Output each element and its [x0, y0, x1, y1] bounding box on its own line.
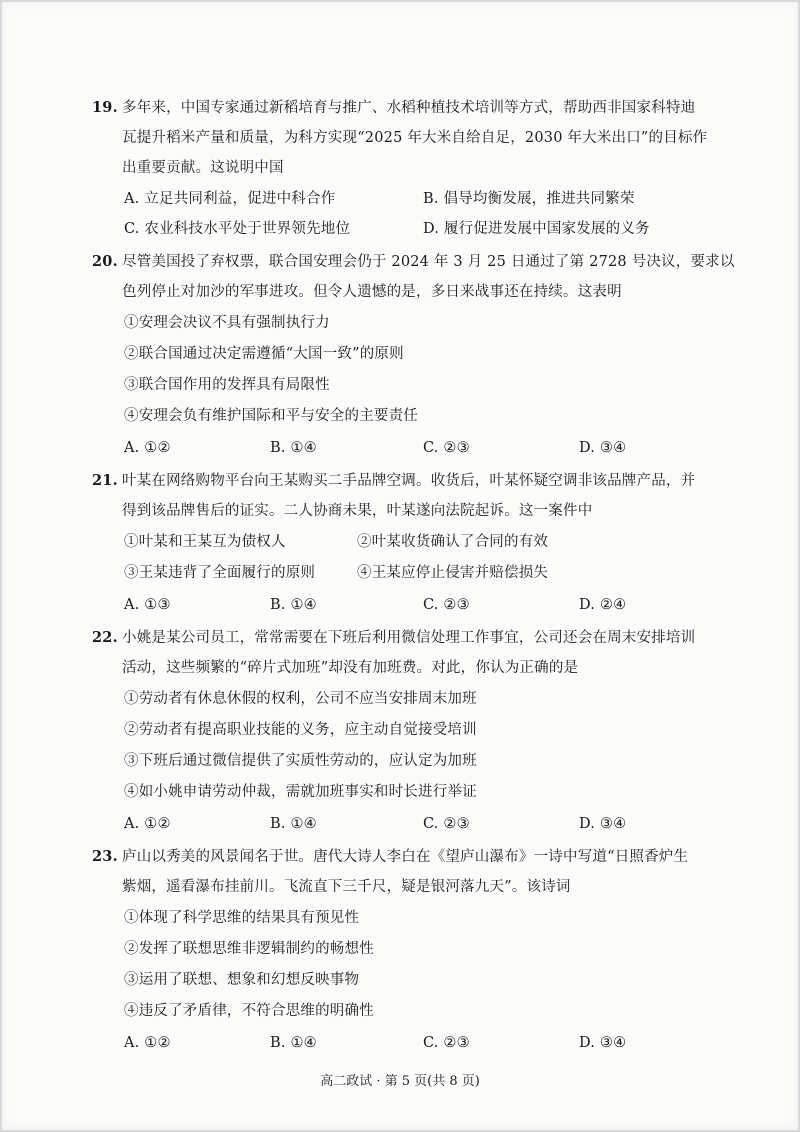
statement: ①体现了科学思维的结果具有预见性: [124, 910, 360, 926]
option-b: B. ①④: [270, 1035, 317, 1051]
option-a: A. ①②: [124, 1035, 171, 1051]
question-number: 22.: [92, 629, 118, 646]
statement: ③联合国作用的发挥具有局限性: [124, 377, 330, 393]
option-c: C. ②③: [423, 1035, 470, 1051]
question-number: 21.: [92, 472, 118, 489]
option-a: A. ①③: [124, 597, 171, 613]
statement: ①安理会决议不具有强制执行力: [124, 315, 330, 331]
option-a: A. 立足共同利益，促进中科合作: [124, 191, 336, 207]
question-stem-line: 活动，这些频繁的“碎片式加班”却没有加班费。对此，你认为正确的是: [122, 660, 579, 676]
question-stem-line: 小姚是某公司员工，常常需要在下班后利用微信处理工作事宜，公司还会在周末安排培训: [122, 630, 696, 646]
statement: ①叶某和王某互为债权人: [124, 534, 286, 550]
statement: ④违反了矛盾律，不符合思维的明确性: [124, 1003, 374, 1019]
question-stem-line: 叶某在网络购物平台向王某购买二手品牌空调。收货后，叶某怀疑空调非该品牌产品，并: [122, 473, 696, 489]
statement: ②叶某收货确认了合同的有效: [357, 534, 549, 550]
option-d: D. 履行促进发展中国家发展的义务: [423, 221, 650, 237]
statement: ②劳动者有提高职业技能的义务，应主动自觉接受培训: [124, 722, 477, 738]
question-number: 19.: [92, 99, 118, 116]
question-stem-line: 得到该品牌售后的证实。二人协商未果，叶某遂向法院起诉。这一案件中: [122, 503, 593, 519]
question-stem-line: 紫烟，遥看瀑布挂前川。飞流直下三千尺，疑是银河落九天”。该诗词: [122, 879, 571, 895]
option-a: A. ①②: [124, 816, 171, 832]
option-b: B. 倡导均衡发展，推进共同繁荣: [423, 191, 635, 207]
option-d: D. ③④: [579, 440, 627, 456]
question-stem-line: 瓦提升稻米产量和质量，为科方实现“2025 年大米自给自足，2030 年大米出口”的目标作: [122, 130, 708, 146]
statement: ③下班后通过微信提供了实质性劳动的，应认定为加班: [124, 753, 477, 769]
statement: ②发挥了联想思维非逻辑制约的畅想性: [124, 941, 374, 957]
question-stem-line: 出重要贡献。这说明中国: [122, 160, 284, 176]
option-b: B. ①④: [270, 816, 317, 832]
option-d: D. ③④: [579, 816, 627, 832]
question-stem-line: 多年来，中国专家通过新稻培育与推广、水稻种植技术培训等方式，帮助西非国家科特迪: [122, 100, 696, 116]
option-c: C. ②③: [423, 816, 470, 832]
option-b: B. ①④: [270, 597, 317, 613]
option-c: C. 农业科技水平处于世界领先地位: [124, 221, 351, 237]
option-c: C. ②③: [423, 597, 470, 613]
statement: ④王某应停止侵害并赔偿损失: [357, 565, 549, 581]
question-stem-line: 色列停止对加沙的军事进攻。但令人遗憾的是，多日来战事还在持续。这表明: [122, 284, 622, 300]
question-stem-line: 庐山以秀美的风景闻名于世。唐代大诗人李白在《望庐山瀑布》一诗中写道“日照香炉生: [122, 849, 689, 865]
option-d: D. ③④: [579, 1035, 627, 1051]
option-c: C. ②③: [423, 440, 470, 456]
question-number: 20.: [92, 253, 118, 270]
option-b: B. ①④: [270, 440, 317, 456]
question-stem-line: 尽管美国投了弃权票，联合国安理会仍于 2024 年 3 月 25 日通过了第 2728 号决议，要求以: [122, 254, 735, 270]
statement: ①劳动者有休息休假的权利，公司不应当安排周末加班: [124, 691, 477, 707]
statement: ③王某违背了全面履行的原则: [124, 565, 316, 581]
statement: ②联合国通过决定需遵循“大国一致”的原则: [124, 346, 404, 362]
page-footer: 高二政试 · 第 5 页(共 8 页): [320, 1074, 480, 1089]
statement: ③运用了联想、想象和幻想反映事物: [124, 972, 360, 988]
statement: ④如小姚申请劳动仲裁，需就加班事实和时长进行举证: [124, 784, 477, 800]
option-a: A. ①②: [124, 440, 171, 456]
question-number: 23.: [92, 848, 118, 865]
statement: ④安理会负有维护国际和平与安全的主要责任: [124, 408, 418, 424]
option-d: D. ②④: [579, 597, 627, 613]
